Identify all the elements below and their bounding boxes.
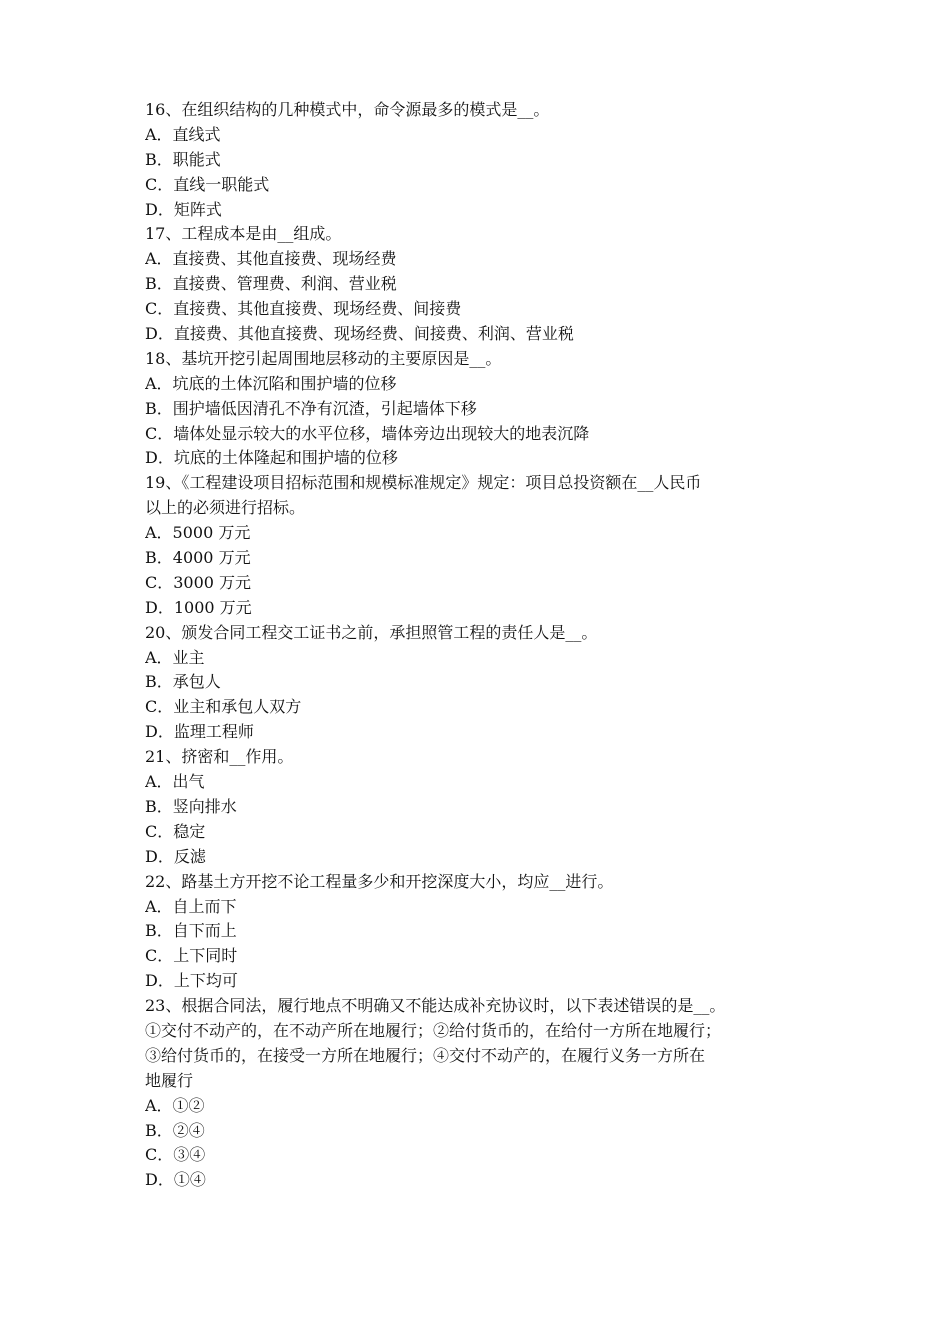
text-line: A．自上而下 xyxy=(145,896,237,916)
text-line: B．自下而上 xyxy=(145,921,237,941)
text-line: 20、颁发合同工程交工证书之前，承担照管工程的责任人是__。 xyxy=(145,622,598,642)
text-line: B．4000 万元 xyxy=(145,548,251,568)
text-line: A．5000 万元 xyxy=(145,523,251,543)
text-line: B．围护墙低因清孔不净有沉渣，引起墙体下移 xyxy=(145,398,477,418)
text-line: C．业主和承包人双方 xyxy=(145,697,302,717)
text-line: D．矩阵式 xyxy=(145,199,222,219)
text-line: D．1000 万元 xyxy=(145,597,252,617)
text-line: 地履行 xyxy=(145,1070,194,1090)
text-line: D．直接费、其他直接费、现场经费、间接费、利润、营业税 xyxy=(145,324,574,344)
text-line: A．直接费、其他直接费、现场经费 xyxy=(145,249,397,269)
text-line: 以上的必须进行招标。 xyxy=(145,498,306,518)
document-page xyxy=(145,98,815,1193)
text-line: D．上下均可 xyxy=(145,971,238,991)
text-line: 21、挤密和__作用。 xyxy=(145,747,294,767)
text-line: 22、路基土方开挖不论工程量多少和开挖深度大小，均应__进行。 xyxy=(145,871,614,891)
text-line: A．业主 xyxy=(145,647,205,667)
text-line: B．②④ xyxy=(145,1120,205,1140)
text-line: C．③④ xyxy=(145,1145,206,1165)
text-line: A．出气 xyxy=(145,772,205,792)
text-line: B．竖向排水 xyxy=(145,796,237,816)
text-line: 19、《工程建设项目招标范围和规模标准规定》规定：项目总投资额在__人民币 xyxy=(145,473,702,493)
text-line: C．3000 万元 xyxy=(145,572,252,592)
text-line: B．直接费、管理费、利润、营业税 xyxy=(145,274,397,294)
text-line: A．①② xyxy=(145,1095,205,1115)
text-line: ③给付货币的，在接受一方所在地履行；④交付不动产的，在履行义务一方所在 xyxy=(145,1045,706,1065)
text-line: D．①④ xyxy=(145,1170,206,1190)
text-line: A．坑底的土体沉陷和围护墙的位移 xyxy=(145,373,397,393)
text-line: B．职能式 xyxy=(145,149,221,169)
text-line: 18、基坑开挖引起周围地层移动的主要原因是__。 xyxy=(145,348,502,368)
text-line: C．直接费、其他直接费、现场经费、间接费 xyxy=(145,299,462,319)
text-line: C．直线一职能式 xyxy=(145,174,270,194)
text-line: D．坑底的土体隆起和围护墙的位移 xyxy=(145,448,398,468)
text-line: B．承包人 xyxy=(145,672,221,692)
text-line: C．稳定 xyxy=(145,821,206,841)
text-line: C．上下同时 xyxy=(145,946,238,966)
text-line: C．墙体处显示较大的水平位移，墙体旁边出现较大的地表沉降 xyxy=(145,423,590,443)
text-line: A．直线式 xyxy=(145,124,221,144)
text-line: D．反滤 xyxy=(145,846,206,866)
text-line: 17、工程成本是由__组成。 xyxy=(145,224,342,244)
text-line: D．监理工程师 xyxy=(145,722,254,742)
text-line: 16、在组织结构的几种模式中，命令源最多的模式是__。 xyxy=(145,100,550,119)
text-line: 23、根据合同法，履行地点不明确又不能达成补充协议时，以下表述错误的是__。 xyxy=(145,996,726,1016)
text-line: ①交付不动产的，在不动产所在地履行；②给付货币的，在给付一方所在地履行； xyxy=(145,1020,722,1040)
